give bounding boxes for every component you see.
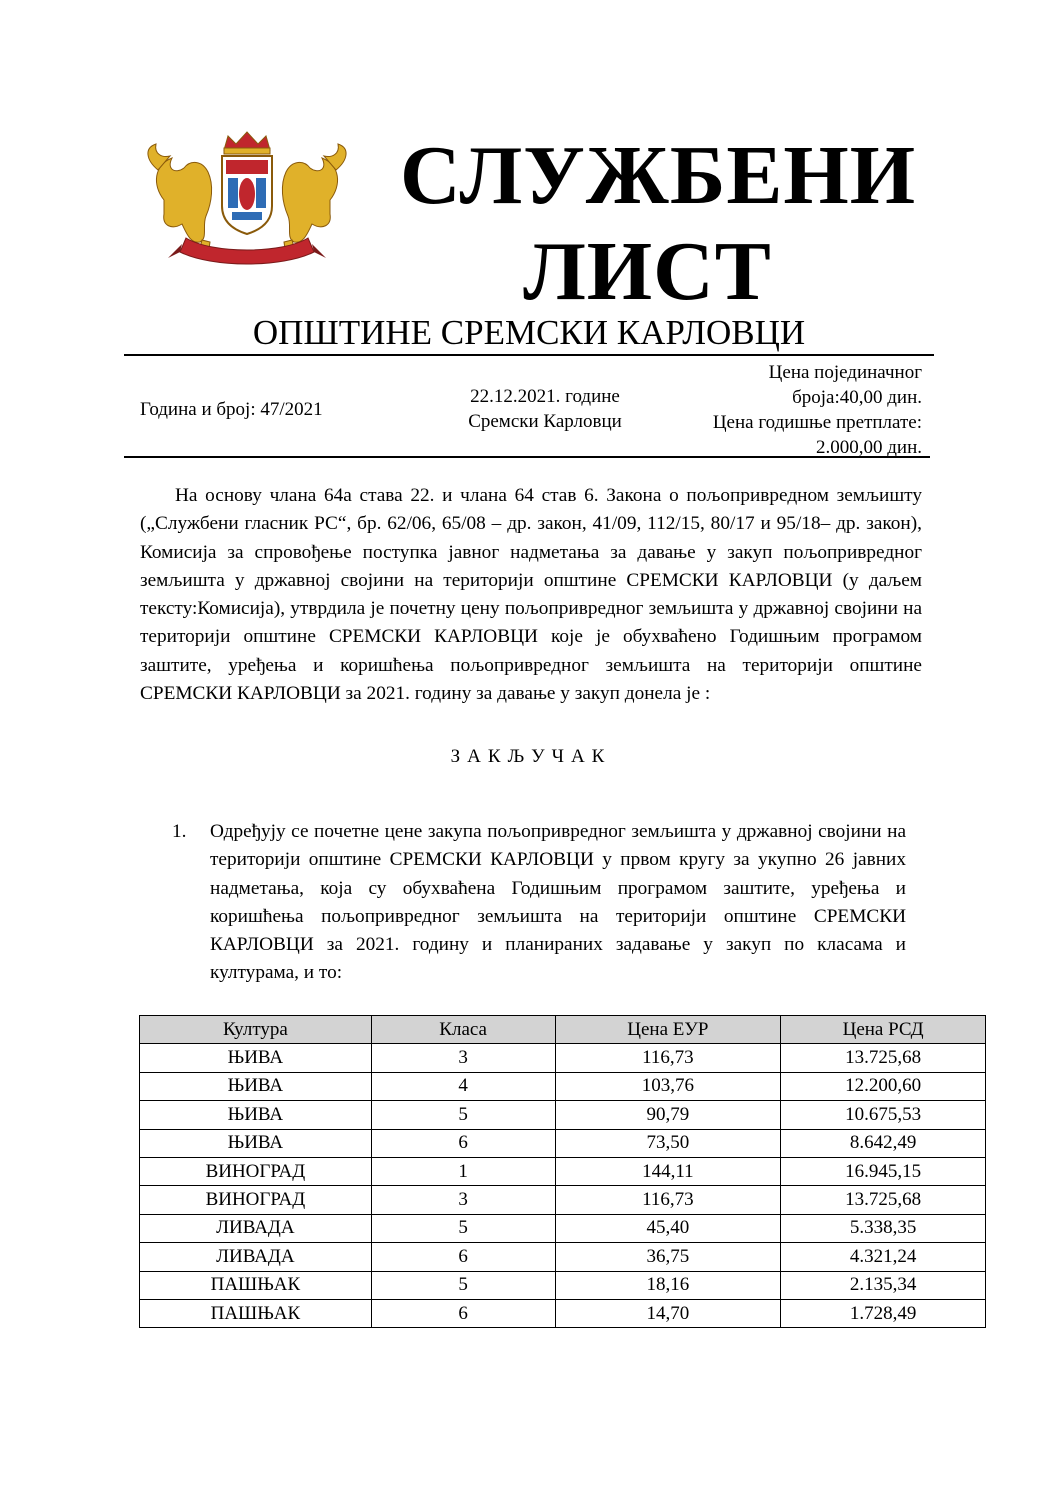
price-rsd-cell: 10.675,53 [781,1101,986,1129]
price-single-value: броја:40,00 дин. [792,387,922,408]
price-rsd-cell: 1.728,49 [781,1299,986,1327]
class-cell: 3 [371,1044,555,1072]
culture-cell: ЊИВА [140,1101,372,1129]
table-row [140,1186,986,1214]
table-row [140,1101,986,1129]
culture-cell: ПАШЊАК [140,1299,372,1327]
class-cell: 5 [371,1271,555,1299]
price-eur-cell: 144,11 [555,1157,781,1185]
item-number: 1. [172,821,187,842]
culture-cell: ВИНОГРАД [140,1186,372,1214]
price-rsd-cell: 12.200,60 [781,1072,986,1100]
class-cell: 6 [371,1129,555,1157]
price-rsd-cell: 2.135,34 [781,1271,986,1299]
class-cell: 5 [371,1101,555,1129]
masthead-title-line2: ЛИСТ [523,225,772,318]
culture-cell: ВИНОГРАД [140,1157,372,1185]
table-row [140,1299,986,1327]
masthead-subtitle: ОПШТИНЕ СРЕМСКИ КАРЛОВЦИ [252,313,806,352]
masthead-title-line1: СЛУЖБЕНИ [400,129,917,222]
price-eur-cell: 103,76 [555,1072,781,1100]
ribbon-icon [168,238,326,264]
class-cell: 4 [371,1072,555,1100]
right-griffin-icon [282,144,346,256]
culture-cell: ЊИВА [140,1129,372,1157]
table-row [140,1044,986,1072]
price-eur-cell: 14,70 [555,1299,781,1327]
price-eur-cell: 90,79 [555,1101,781,1129]
price-rsd-cell: 13.725,68 [781,1044,986,1072]
column-header-price-eur: Цена ЕУР [555,1016,781,1044]
crown-icon [224,132,270,154]
issue-number: Година и број: 47/2021 [140,399,323,420]
table-row [140,1157,986,1185]
class-cell: 1 [371,1157,555,1185]
table-row [140,1072,986,1100]
price-rsd-cell: 8.642,49 [781,1129,986,1157]
culture-cell: ЛИВАДА [140,1243,372,1271]
column-header-culture: Култура [140,1016,372,1044]
culture-cell: ЛИВАДА [140,1214,372,1242]
issue-place: Сремски Карловци [468,411,622,432]
class-cell: 6 [371,1243,555,1271]
column-header-price-rsd: Цена РСД [781,1016,986,1044]
table-row [140,1129,986,1157]
culture-cell: ЊИВА [140,1044,372,1072]
preamble-paragraph: На основу члана 64а става 22. и члана 64 став 6. Закона о пољопривредном земљишту („Службени гласник РС“, бр. 62/06, 65/08 – др. закон, 41/09, 112/15, 80/17 и 95/18– др. закон), Комисија за спровођење поступка јавног надметања за давање у закуп пољопривредног земљишта у државној својини на територији општине СРЕМСКИ КАРЛОВЦИ (у даљем тексту:Комисија), утврдила је почетну цену пољопривредног земљишта у државној својини на територији општине СРЕМСКИ КАРЛОВЦИ које је обухваћено Годишњим програмом заштите, уређења и коришћења пољопривредног земљишта на територији општине СРЕМСКИ КАРЛОВЦИ за 2021. годину за давање у закуп донела је : [140,485,922,705]
class-cell: 5 [371,1214,555,1242]
date-place-block [440,384,650,434]
price-eur-cell: 116,73 [555,1186,781,1214]
price-rsd-cell: 4.321,24 [781,1243,986,1271]
price-eur-cell: 18,16 [555,1271,781,1299]
price-eur-cell: 116,73 [555,1044,781,1072]
table-row [140,1243,986,1271]
column-header-class: Класа [371,1016,555,1044]
price-rsd-cell: 16.945,15 [781,1157,986,1185]
table-row [140,1271,986,1299]
price-rsd-cell: 5.338,35 [781,1214,986,1242]
item-text: Одређују се почетне цене закупа пољопривредног земљишта у државној својини на територији општине СРЕМСКИ КАРЛОВЦИ у првом кругу за укупно 26 јавних надметања, која су обухваћена Годишњим програмом заштите, уређења и коришћења пољопривредног земљишта на територији општине СРЕМСКИ КАРЛОВЦИ за 2021. годину и планираних задавање у закуп по класама и културама, и то: [210,821,906,984]
issue-date: 22.12.2021. године [470,386,620,407]
price-single-label: Цена појединачног [768,362,922,383]
section-heading: ЗАКЉУЧАК [450,746,612,767]
culture-cell: ЊИВА [140,1072,372,1100]
left-griffin-icon [148,144,212,256]
price-annual-label: Цена годишње претплате: [712,412,922,433]
header-bottom-divider [124,456,930,458]
price-eur-cell: 45,40 [555,1214,781,1242]
price-eur-cell: 73,50 [555,1129,781,1157]
price-eur-cell: 36,75 [555,1243,781,1271]
price-rsd-cell: 13.725,68 [781,1186,986,1214]
class-cell: 6 [371,1299,555,1327]
coat-of-arms-logo [142,130,352,270]
table-row [140,1214,986,1242]
price-annual-value: 2.000,00 дин. [815,437,922,458]
culture-cell: ПАШЊАК [140,1271,372,1299]
table-header-row [140,1016,986,1044]
header-top-divider [124,354,934,356]
price-table [139,1015,986,1328]
shield-icon [222,156,272,234]
price-block [660,360,922,460]
class-cell: 3 [371,1186,555,1214]
